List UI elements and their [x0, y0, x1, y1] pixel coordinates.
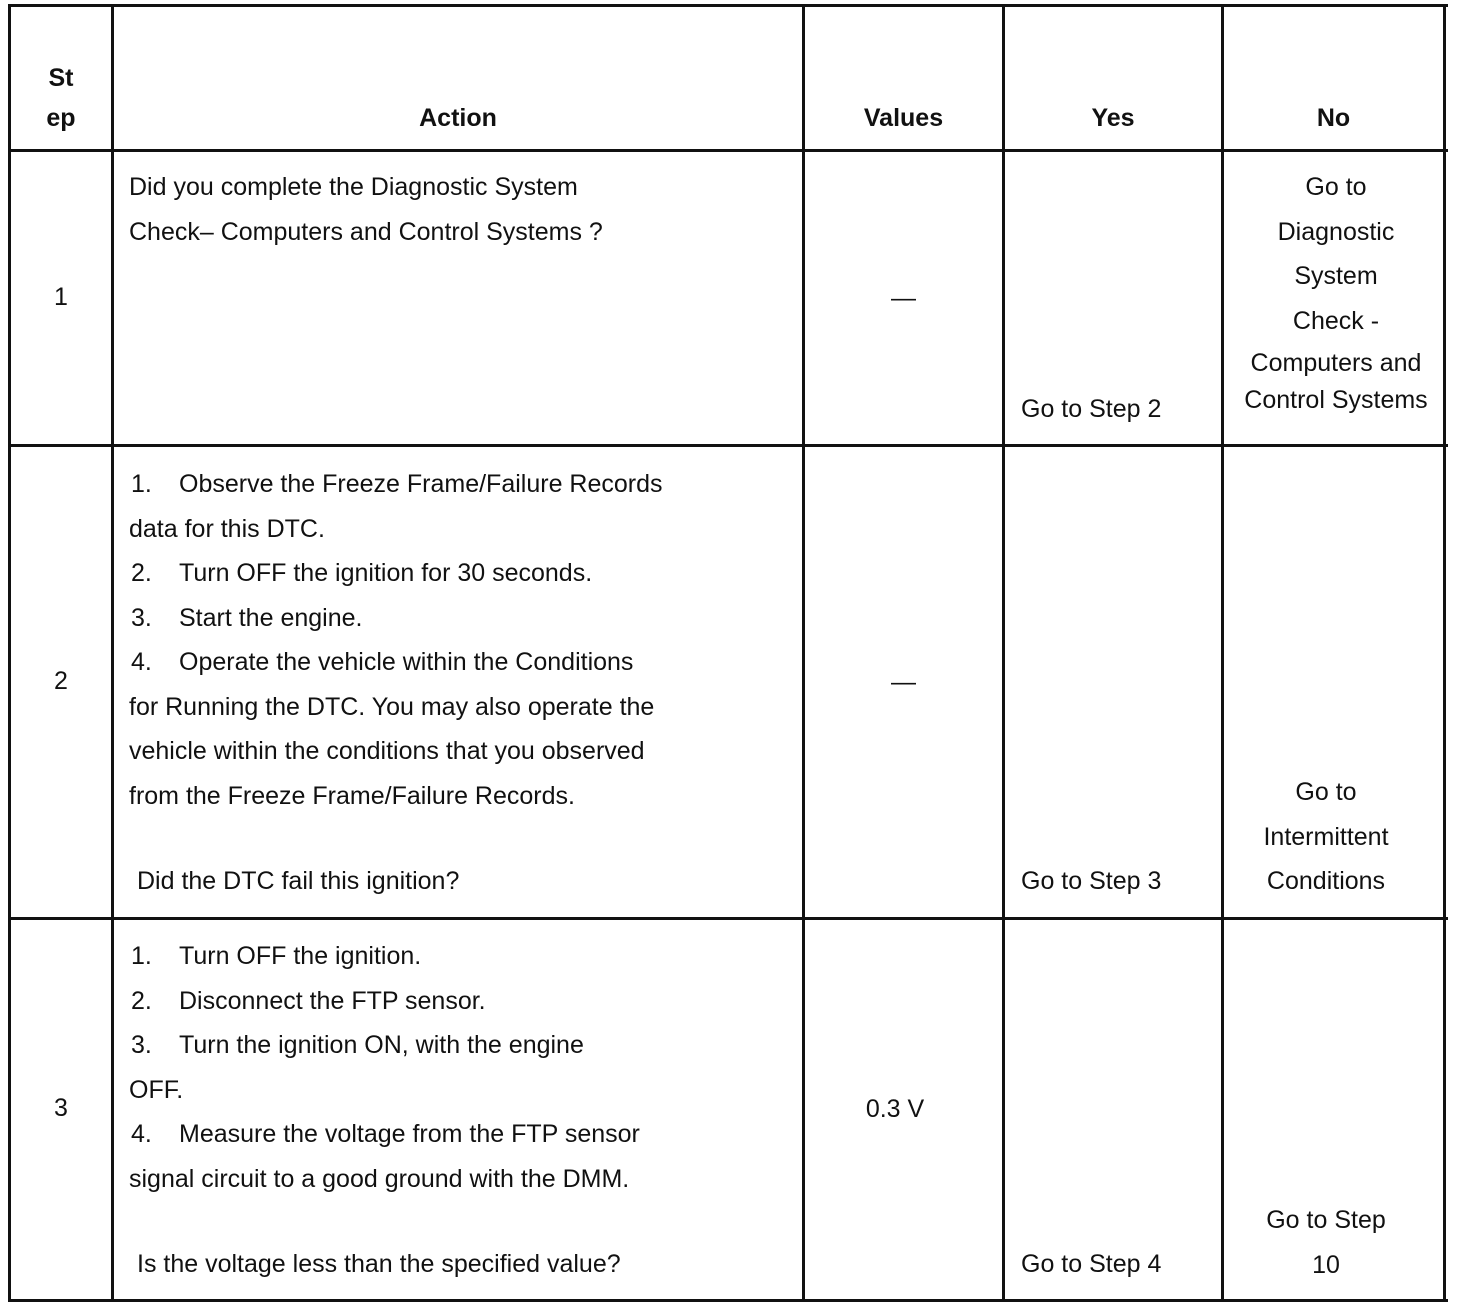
list-text: Disconnect the FTP sensor.	[179, 986, 486, 1015]
row-divider-2	[8, 917, 1448, 920]
header-no: No	[1316, 104, 1351, 132]
col-divider-values	[1002, 4, 1005, 1302]
row3-item-4	[129, 1112, 799, 1157]
table-border-top	[8, 4, 1448, 7]
row3-yes: Go to Step 4	[1021, 1250, 1162, 1278]
row2-item-4-cont1: for Running the DTC. You may also operate the	[129, 692, 655, 721]
col-divider-yes	[1221, 4, 1224, 1302]
header-values: Values	[863, 104, 944, 132]
row2-action	[129, 462, 799, 818]
row3-step: 3	[54, 1094, 68, 1122]
table-border-bottom	[8, 1299, 1448, 1302]
row2-item-1-cont: data for this DTC.	[129, 514, 325, 543]
row1-action	[129, 165, 789, 254]
row1-no-line3: System	[1294, 262, 1378, 290]
list-number: 4.	[131, 648, 152, 676]
row2-no-line3: Conditions	[1266, 867, 1386, 895]
list-number: 2.	[131, 559, 152, 587]
row2-item-2	[129, 551, 799, 596]
row1-no-line5: Computers and	[1250, 349, 1422, 377]
row2-item-3	[129, 596, 799, 641]
header-action: Action	[419, 104, 497, 132]
row3-no	[1224, 1198, 1428, 1287]
list-text: Start the engine.	[179, 603, 363, 632]
row1-no-line2: Diagnostic	[1277, 217, 1395, 246]
row1-value: —	[891, 284, 916, 312]
row2-item-4	[129, 640, 799, 685]
row3-action	[129, 934, 799, 1201]
list-number: 1.	[131, 942, 152, 970]
row2-item-4-cont2: vehicle within the conditions that you observed	[129, 737, 645, 765]
row1-action-line2: Check– Computers and Control Systems ?	[129, 217, 603, 246]
row1-no-line6: Control Systems	[1244, 386, 1428, 414]
row2-step: 2	[54, 667, 68, 695]
list-text: Measure the voltage from the FTP sensor	[179, 1120, 640, 1148]
row3-item-3	[129, 1023, 799, 1068]
list-text: Turn OFF the ignition for 30 seconds.	[179, 559, 593, 587]
header-step-line1: St	[48, 64, 74, 92]
header-step	[11, 58, 111, 138]
list-number: 2.	[131, 986, 152, 1015]
list-number: 3.	[131, 1031, 152, 1059]
row1-no	[1226, 165, 1446, 417]
row2-question: Did the DTC fail this ignition?	[137, 867, 460, 895]
diagnostic-table	[8, 4, 1448, 1302]
row3-no-line1: Go to Step	[1266, 1206, 1386, 1234]
row2-no-line1: Go to	[1295, 778, 1357, 806]
list-text: Turn OFF the ignition.	[179, 942, 422, 970]
header-step-line2: ep	[46, 104, 76, 132]
row-divider-1	[8, 444, 1448, 447]
row3-no-line2: 10	[1312, 1250, 1340, 1279]
row3-item-1	[129, 934, 799, 979]
row2-item-1	[129, 462, 799, 507]
header-divider	[8, 149, 1448, 152]
row1-no-line4: Check -	[1292, 306, 1380, 335]
row3-item-4-cont: signal circuit to a good ground with the DMM.	[129, 1164, 630, 1193]
row1-no-line1: Go to	[1305, 173, 1367, 201]
list-text: Turn the ignition ON, with the engine	[179, 1031, 584, 1059]
row2-no-line2: Intermittent	[1263, 822, 1389, 851]
row2-no	[1224, 770, 1428, 904]
row2-value: —	[891, 668, 916, 696]
row2-item-4-cont3: from the Freeze Frame/Failure Records.	[129, 781, 575, 810]
list-number: 1.	[131, 470, 152, 498]
row1-action-line1: Did you complete the Diagnostic System	[129, 173, 578, 201]
col-divider-step	[111, 4, 114, 1302]
row3-item-3-cont: OFF.	[129, 1075, 184, 1104]
list-number: 4.	[131, 1120, 152, 1148]
row3-value: 0.3 V	[865, 1095, 925, 1123]
header-yes: Yes	[1091, 104, 1135, 132]
row2-yes: Go to Step 3	[1021, 867, 1162, 895]
row1-step: 1	[54, 283, 68, 311]
list-number: 3.	[131, 603, 152, 632]
list-text: Operate the vehicle within the Conditions	[179, 648, 634, 676]
list-text: Observe the Freeze Frame/Failure Records	[179, 470, 663, 498]
row3-question: Is the voltage less than the specified value?	[137, 1250, 621, 1278]
row1-yes: Go to Step 2	[1021, 395, 1162, 423]
row3-item-2	[129, 979, 799, 1024]
